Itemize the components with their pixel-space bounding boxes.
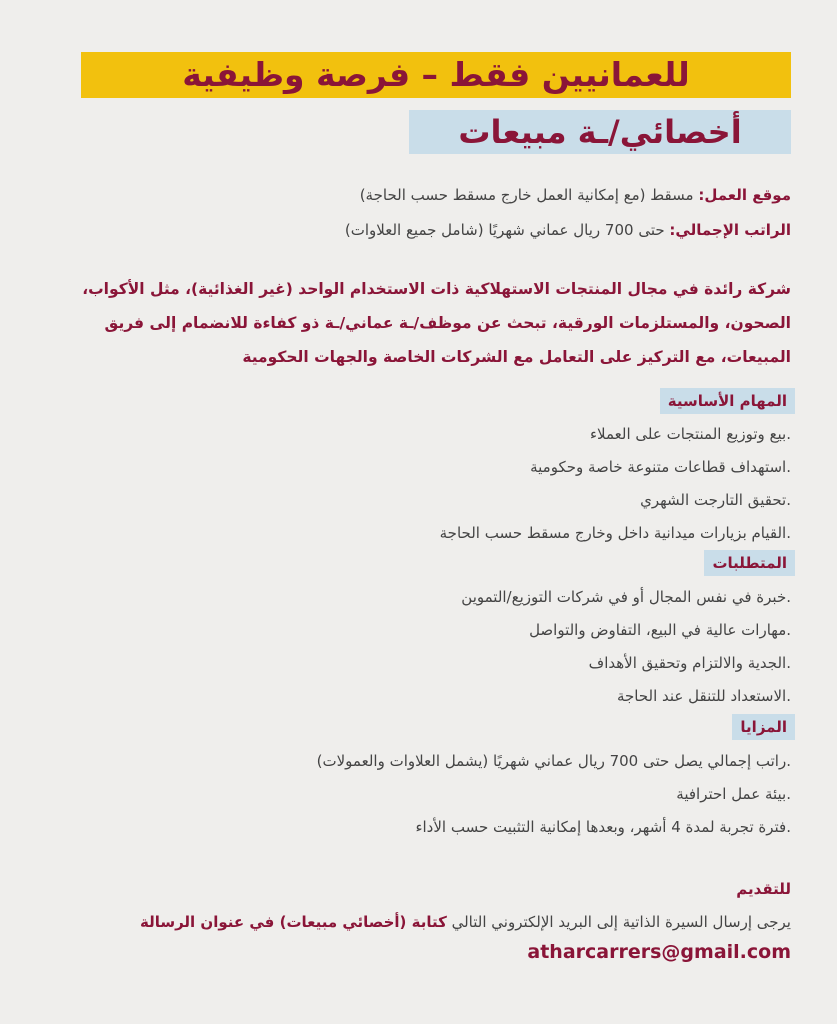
location-label: موقع العمل: bbox=[698, 186, 791, 204]
section-title-benefits: المزايا bbox=[732, 714, 795, 740]
headline: للعمانيين فقط – فرصة وظيفية bbox=[81, 52, 791, 98]
benefits-list bbox=[317, 745, 791, 844]
tasks-list bbox=[440, 418, 791, 550]
list-item: .بيئة عمل احترافية bbox=[676, 785, 791, 803]
salary-line bbox=[345, 221, 791, 239]
apply-heading: للتقديم bbox=[736, 880, 791, 898]
list-item: .استهداف قطاعات متنوعة خاصة وحكومية bbox=[530, 458, 791, 476]
list-item: .الاستعداد للتنقل عند الحاجة bbox=[616, 687, 791, 705]
location-value: مسقط (مع إمكانية العمل خارج مسقط حسب الحاجة) bbox=[359, 186, 699, 204]
list-item: .تحقيق التارجت الشهري bbox=[640, 491, 791, 509]
apply-text: يرجى إرسال السيرة الذاتية إلى البريد الإلكتروني التالي bbox=[446, 913, 791, 931]
requirements-list bbox=[461, 581, 791, 713]
list-item: .خبرة في نفس المجال أو في شركات التوزيع/التموين bbox=[461, 588, 791, 606]
list-item: .الجدية والالتزام وتحقيق الأهداف bbox=[588, 654, 791, 672]
list-item: .القيام بزيارات ميدانية داخل وخارج مسقط حسب الحاجة bbox=[439, 524, 791, 542]
apply-instructions bbox=[140, 913, 791, 931]
list-item: .مهارات عالية في البيع، التفاوض والتواصل bbox=[529, 621, 791, 639]
job-title: أخصائي/ـة مبيعات bbox=[409, 110, 791, 154]
list-item: .راتب إجمالي يصل حتى 700 ريال عماني شهريًا (يشمل العلاوات والعمولات) bbox=[316, 752, 791, 770]
contact-email[interactable]: atharcarrers@gmail.com bbox=[527, 941, 791, 963]
list-item: .بيع وتوزيع المنتجات على العملاء bbox=[590, 425, 791, 443]
list-item: .فترة تجربة لمدة 4 أشهر، وبعدها إمكانية التثبيت حسب الأداء bbox=[415, 818, 791, 836]
section-title-requirements: المتطلبات bbox=[704, 550, 795, 576]
location-line bbox=[360, 186, 791, 204]
section-title-tasks: المهام الأساسية bbox=[660, 388, 795, 414]
apply-subject-note: كتابة (أخصائي مبيعات) في عنوان الرسالة bbox=[139, 913, 447, 931]
salary-label: الراتب الإجمالي: bbox=[669, 221, 791, 239]
salary-value: حتى 700 ريال عماني شهريًا (شامل جميع العلاوات) bbox=[344, 221, 670, 239]
company-intro: شركة رائدة في مجال المنتجات الاستهلاكية ذات الاستخدام الواحد (غير الغذائية)، مثل الأكواب، الصحون، والمستلزمات الورقية، تبحث عن موظف/ـة عماني/ـة ذو كفاءة للانضمام إلى فريق المبيعات، مع التركيز على التعامل مع الشركات الخاصة والجهات الحكومية bbox=[82, 280, 791, 366]
